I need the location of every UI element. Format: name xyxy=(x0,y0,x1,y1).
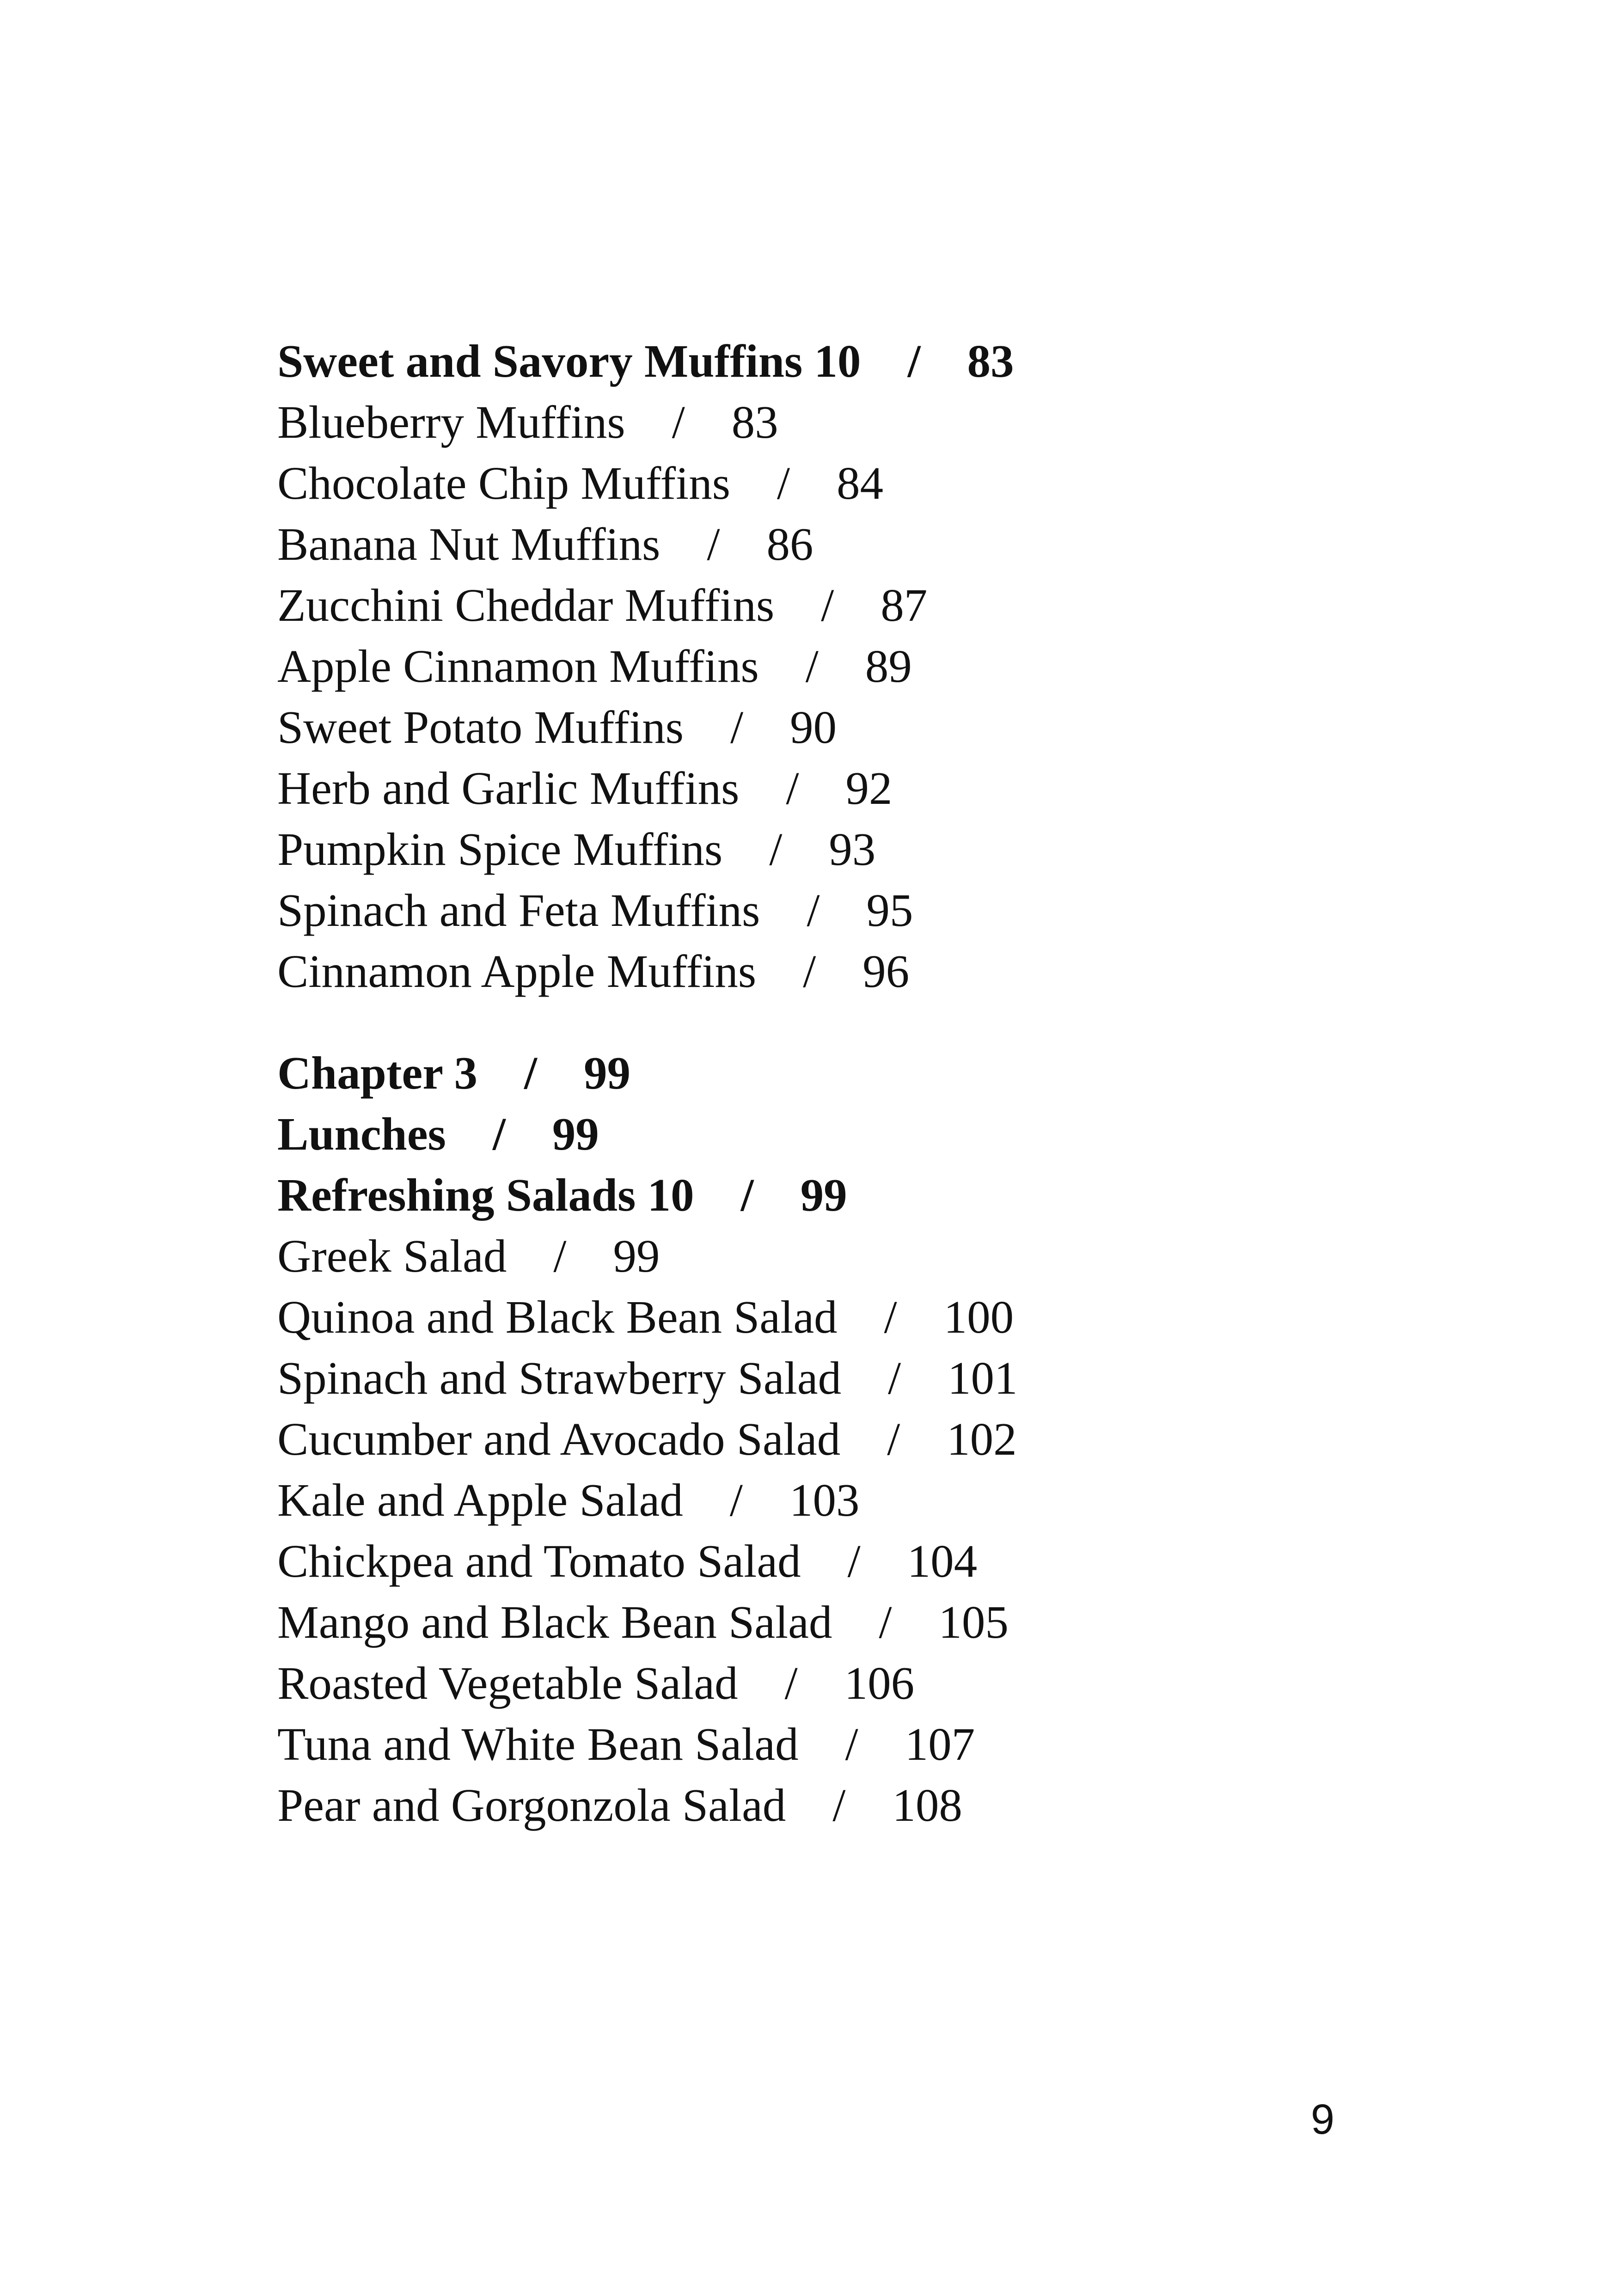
entry-title: Sweet Potato Muffins xyxy=(277,701,684,753)
toc-entry xyxy=(277,1714,1525,1775)
entry-page-number: 86 xyxy=(766,518,813,570)
entry-title: Tuna and White Bean Salad xyxy=(277,1718,799,1770)
entry-page-number: 102 xyxy=(947,1413,1017,1465)
entry-separator: / xyxy=(832,1779,846,1831)
toc-entry xyxy=(277,1775,1525,1836)
entry-title: Chocolate Chip Muffins xyxy=(277,457,731,509)
table-of-contents xyxy=(277,331,1525,1836)
entry-separator: / xyxy=(884,1291,897,1343)
toc-entry xyxy=(277,1225,1525,1286)
entry-separator: / xyxy=(707,518,720,570)
toc-entry xyxy=(277,1286,1525,1347)
entry-page-number: 99 xyxy=(552,1108,599,1160)
toc-heading-entry xyxy=(277,331,1525,392)
entry-page-number: 106 xyxy=(844,1657,915,1709)
entry-separator: / xyxy=(803,945,816,997)
entry-page-number: 83 xyxy=(731,396,778,448)
entry-page-number: 96 xyxy=(862,945,910,997)
entry-page-number: 99 xyxy=(584,1047,631,1099)
entry-title: Blueberry Muffins xyxy=(277,396,625,448)
toc-entry xyxy=(277,758,1525,819)
entry-page-number: 100 xyxy=(943,1291,1014,1343)
entry-separator: / xyxy=(672,396,685,448)
toc-entry xyxy=(277,1347,1525,1408)
toc-entry xyxy=(277,453,1525,514)
entry-page-number: 99 xyxy=(613,1230,660,1282)
toc-entry xyxy=(277,1531,1525,1592)
entry-page-number: 83 xyxy=(967,335,1014,387)
entry-page-number: 108 xyxy=(892,1779,962,1831)
toc-entry xyxy=(277,1408,1525,1469)
entry-page-number: 92 xyxy=(845,762,893,814)
toc-entry xyxy=(277,514,1525,575)
entry-page-number: 104 xyxy=(907,1535,978,1587)
toc-heading-entry xyxy=(277,1042,1525,1103)
entry-title: Apple Cinnamon Muffins xyxy=(277,640,759,692)
entry-title: Cinnamon Apple Muffins xyxy=(277,945,757,997)
section-gap xyxy=(277,1002,1525,1042)
toc-heading-entry xyxy=(277,1103,1525,1164)
entry-separator: / xyxy=(492,1108,506,1160)
entry-separator: / xyxy=(887,1413,900,1465)
entry-separator: / xyxy=(847,1535,861,1587)
entry-title: Quinoa and Black Bean Salad xyxy=(277,1291,838,1343)
entry-separator: / xyxy=(769,823,783,875)
entry-separator: / xyxy=(879,1596,892,1648)
toc-entry xyxy=(277,392,1525,453)
entry-separator: / xyxy=(907,335,921,387)
toc-entry xyxy=(277,880,1525,941)
entry-separator: / xyxy=(729,1474,743,1526)
entry-page-number: 105 xyxy=(938,1596,1009,1648)
entry-title: Cucumber and Avocado Salad xyxy=(277,1413,841,1465)
entry-separator: / xyxy=(821,579,834,631)
entry-separator: / xyxy=(888,1352,901,1404)
entry-title: Spinach and Feta Muffins xyxy=(277,884,760,936)
entry-title: Greek Salad xyxy=(277,1230,507,1282)
entry-page-number: 103 xyxy=(789,1474,860,1526)
entry-separator: / xyxy=(784,1657,798,1709)
entry-title: Kale and Apple Salad xyxy=(277,1474,683,1526)
entry-page-number: 87 xyxy=(880,579,928,631)
toc-entry xyxy=(277,1653,1525,1714)
entry-page-number: 90 xyxy=(790,701,837,753)
entry-title: Roasted Vegetable Salad xyxy=(277,1657,738,1709)
toc-entry xyxy=(277,1592,1525,1653)
entry-separator: / xyxy=(786,762,799,814)
entry-page-number: 107 xyxy=(905,1718,975,1770)
entry-separator: / xyxy=(845,1718,858,1770)
entry-separator: / xyxy=(805,640,819,692)
entry-title: Lunches xyxy=(277,1108,446,1160)
entry-separator: / xyxy=(730,701,744,753)
toc-entry xyxy=(277,636,1525,697)
toc-entry xyxy=(277,941,1525,1002)
page-number: 9 xyxy=(1311,2096,1335,2143)
entry-title: Zucchini Cheddar Muffins xyxy=(277,579,775,631)
entry-page-number: 95 xyxy=(866,884,913,936)
entry-title: Pear and Gorgonzola Salad xyxy=(277,1779,786,1831)
entry-page-number: 93 xyxy=(829,823,876,875)
entry-page-number: 101 xyxy=(948,1352,1018,1404)
toc-section xyxy=(277,1042,1525,1836)
entry-title: Spinach and Strawberry Salad xyxy=(277,1352,842,1404)
toc-entry xyxy=(277,697,1525,758)
entry-title: Sweet and Savory Muffins 10 xyxy=(277,335,861,387)
entry-page-number: 89 xyxy=(865,640,912,692)
entry-title: Mango and Black Bean Salad xyxy=(277,1596,832,1648)
entry-separator: / xyxy=(553,1230,567,1282)
toc-entry xyxy=(277,819,1525,880)
entry-separator: / xyxy=(777,457,790,509)
entry-title: Refreshing Salads 10 xyxy=(277,1169,694,1221)
entry-title: Chapter 3 xyxy=(277,1047,477,1099)
entry-page-number: 99 xyxy=(800,1169,847,1221)
toc-section xyxy=(277,331,1525,1002)
entry-separator: / xyxy=(807,884,820,936)
entry-page-number: 84 xyxy=(837,457,884,509)
entry-title: Chickpea and Tomato Salad xyxy=(277,1535,801,1587)
entry-title: Pumpkin Spice Muffins xyxy=(277,823,723,875)
entry-separator: / xyxy=(524,1047,538,1099)
entry-title: Herb and Garlic Muffins xyxy=(277,762,740,814)
entry-separator: / xyxy=(740,1169,754,1221)
toc-entry xyxy=(277,1469,1525,1531)
entry-title: Banana Nut Muffins xyxy=(277,518,660,570)
toc-heading-entry xyxy=(277,1164,1525,1225)
toc-entry xyxy=(277,575,1525,636)
